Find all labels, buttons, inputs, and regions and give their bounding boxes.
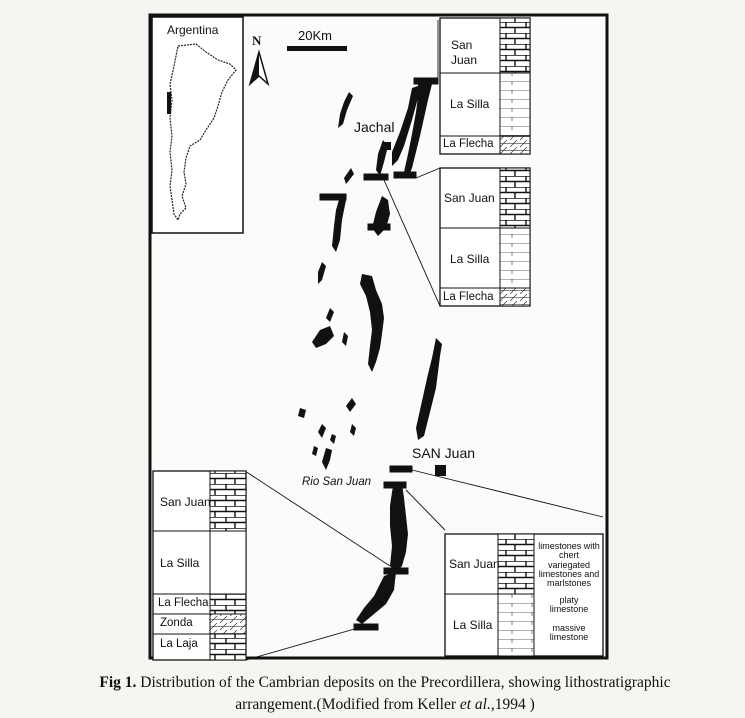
br-note-platy: platy limestone (549, 595, 589, 614)
top-col-label-la-flecha: La Flecha (443, 138, 494, 150)
bl-col-label-la-flecha: La Flecha (158, 597, 209, 609)
br-note-massive: massive limestone (549, 623, 589, 642)
caption-year: ,1994 ) (490, 696, 535, 713)
caption-fig-label: Fig 1. (99, 674, 137, 691)
strat-column-middle (440, 168, 530, 306)
bl-col-label-zonda: Zonda (160, 617, 193, 629)
town-label-jachal: Jachal (354, 119, 395, 135)
mid-col-label-la-silla: La Silla (450, 252, 490, 266)
caption-et-al: et al. (459, 696, 491, 713)
river-label: Rio San Juan (302, 476, 372, 488)
bl-col-label-la-silla: La Silla (160, 556, 200, 570)
br-col-label-la-silla: La Silla (453, 618, 493, 632)
top-col-label-la-silla: La Silla (450, 97, 490, 111)
caption-text-line2: arrangement.(Modified from Keller (235, 696, 460, 713)
mid-col-label-la-flecha: La Flecha (443, 291, 494, 303)
caption-text-main: Distribution of the Cambrian deposits on the Precordillera, showing lithostratigraphic (140, 674, 671, 691)
north-label: N (252, 33, 262, 48)
br-col-label-san-juan: San Juan (449, 557, 500, 571)
figure-caption (40, 672, 730, 716)
town-label-san-juan: SAN Juan (412, 445, 476, 461)
bl-col-label-san-juan: San Juan (160, 495, 211, 509)
br-note-variegated: variegated limestones and marlstones (538, 560, 600, 588)
scale-bar (287, 46, 347, 51)
br-note-limestones-chert: limestones with chert (538, 541, 600, 560)
mid-col-label-san-juan: San Juan (444, 191, 495, 205)
bl-col-label-la-laja: La Laja (160, 638, 198, 650)
argentina-inset-box (152, 17, 243, 233)
study-area-marker (167, 92, 171, 114)
top-col-label-san-juan: San Juan (451, 38, 478, 67)
inset-label-argentina: Argentina (167, 23, 219, 37)
scale-label: 20Km (298, 28, 332, 43)
